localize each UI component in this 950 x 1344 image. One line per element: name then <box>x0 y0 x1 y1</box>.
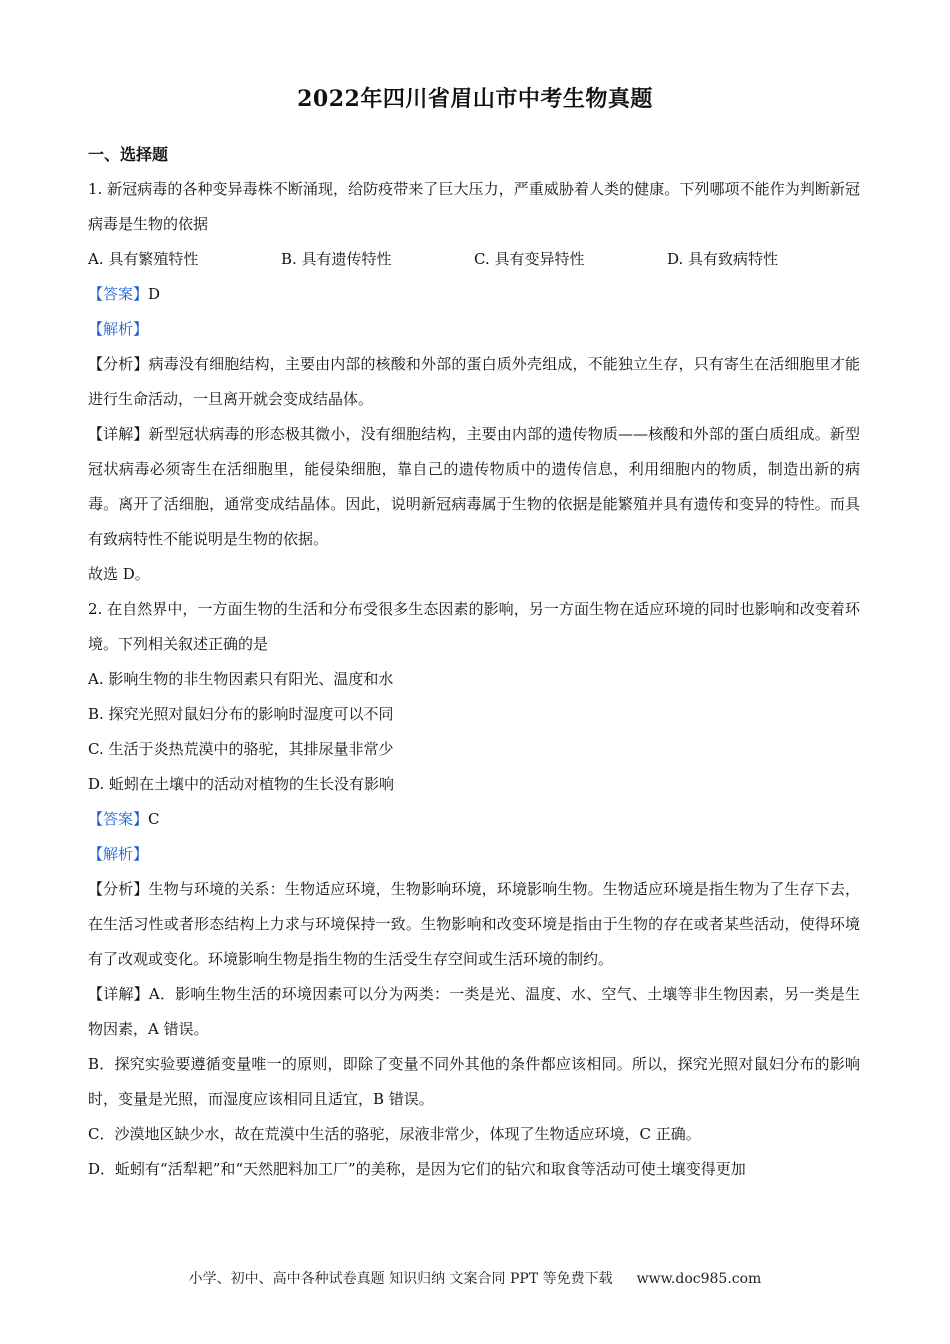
q1-fenxi-text: 病毒没有细胞结构，主要由内部的核酸和外部的蛋白质外壳组成，不能独立生存，只有寄生在活细胞里才能进行生命活动，一旦离开就会变成结晶体。 <box>88 355 860 408</box>
q1-stem: 1. 新冠病毒的各种变异毒株不断涌现，给防疫带来了巨大压力，严重威胁着人类的健康。下列哪项不能作为判断新冠病毒是生物的依据 <box>88 180 860 233</box>
q1-xiangjie <box>88 417 860 557</box>
q1-analysis-tag <box>88 312 860 347</box>
q2-xiangjie-b: B．探究实验要遵循变量唯一的原则，即除了变量不同外其他的条件都应该相同。所以，探究光照对鼠妇分布的影响时，变量是光照，而湿度应该相同且适宜，B 错误。 <box>88 1055 860 1108</box>
q2-xiangjie-d: D．蚯蚓有“活犁耙”和“天然肥料加工厂”的美称，是因为它们的钻穴和取食等活动可使土壤变得更加 <box>88 1160 746 1178</box>
page-footer <box>0 1268 950 1288</box>
q1-answer <box>88 277 860 312</box>
q1-option-a: A. 具有繁殖特性 <box>88 250 199 268</box>
q2-xiangjie-c: C．沙漠地区缺少水，故在荒漠中生活的骆驼，尿液非常少，体现了生物适应环境，C 正确。 <box>88 1125 701 1143</box>
q2-fenxi <box>88 872 860 977</box>
footer-text: 小学、初中、高中各种试卷真题 知识归纳 文案合同 PPT 等免费下载 <box>188 1271 613 1287</box>
q1-options <box>88 242 860 277</box>
document-body <box>88 172 860 1187</box>
q2-answer-value: C <box>148 810 160 828</box>
analysis-tag: 【解析】 <box>88 845 149 863</box>
xiangjie-tag: 【详解】 <box>88 985 149 1003</box>
fenxi-tag: 【分析】 <box>88 880 149 898</box>
analysis-tag: 【解析】 <box>88 320 149 338</box>
q1-option-c: C. 具有变异特性 <box>474 250 585 268</box>
q1-option-d: D. 具有致病特性 <box>667 250 779 268</box>
answer-tag: 【答案】 <box>88 810 149 828</box>
q2-option-b: B. 探究光照对鼠妇分布的影响时湿度可以不同 <box>88 705 394 723</box>
fenxi-tag: 【分析】 <box>88 355 149 373</box>
q2-xiangjie-a <box>88 977 860 1047</box>
section-heading: 一、选择题 <box>88 145 169 164</box>
footer-site-link[interactable]: www.doc985.com <box>636 1271 762 1287</box>
q2-fenxi-text: 生物与环境的关系：生物适应环境，生物影响环境，环境影响生物。生物适应环境是指生物为了生存下去，在生活习性或者形态结构上力求与环境保持一致。生物影响和改变环境是指由于生物的存在或者某些活动，使得环境有了改观或变化。环境影响生物是指生物的生活受生存空间或生活环境的制约。 <box>88 880 860 968</box>
q1-answer-value: D <box>148 285 161 303</box>
xiangjie-tag: 【详解】 <box>88 425 149 443</box>
q1-conclusion: 故选 D。 <box>88 565 150 583</box>
q2-xiangjie-a-text: A．影响生物生活的环境因素可以分为两类：一类是光、温度、水、空气、土壤等非生物因素，另一类是生物因素，A 错误。 <box>88 985 860 1038</box>
q1-xiangjie-text: 新型冠状病毒的形态极其微小，没有细胞结构，主要由内部的遗传物质——核酸和外部的蛋白质组成。新型冠状病毒必须寄生在活细胞里，能侵染细胞，靠自己的遗传物质中的遗传信息，利用细胞内的物质，制造出新的病毒。离开了活细胞，通常变成结晶体。因此，说明新冠病毒属于生物的依据是能繁殖并具有遗传和变异的特性。而具有致病特性不能说明是生物的依据。 <box>88 425 860 548</box>
q1-option-b: B. 具有遗传特性 <box>281 250 392 268</box>
q2-analysis-tag <box>88 837 860 872</box>
page-title: 2022年四川省眉山市中考生物真题 <box>297 86 653 112</box>
q1-fenxi <box>88 347 860 417</box>
q2-stem: 2. 在自然界中，一方面生物的生活和分布受很多生态因素的影响，另一方面生物在适应环境的同时也影响和改变着环境。下列相关叙述正确的是 <box>88 600 860 653</box>
q2-option-a: A. 影响生物的非生物因素只有阳光、温度和水 <box>88 670 394 688</box>
q2-answer <box>88 802 860 837</box>
answer-tag: 【答案】 <box>88 285 149 303</box>
q2-option-c: C. 生活于炎热荒漠中的骆驼，其排尿量非常少 <box>88 740 394 758</box>
q2-option-d: D. 蚯蚓在土壤中的活动对植物的生长没有影响 <box>88 775 395 793</box>
